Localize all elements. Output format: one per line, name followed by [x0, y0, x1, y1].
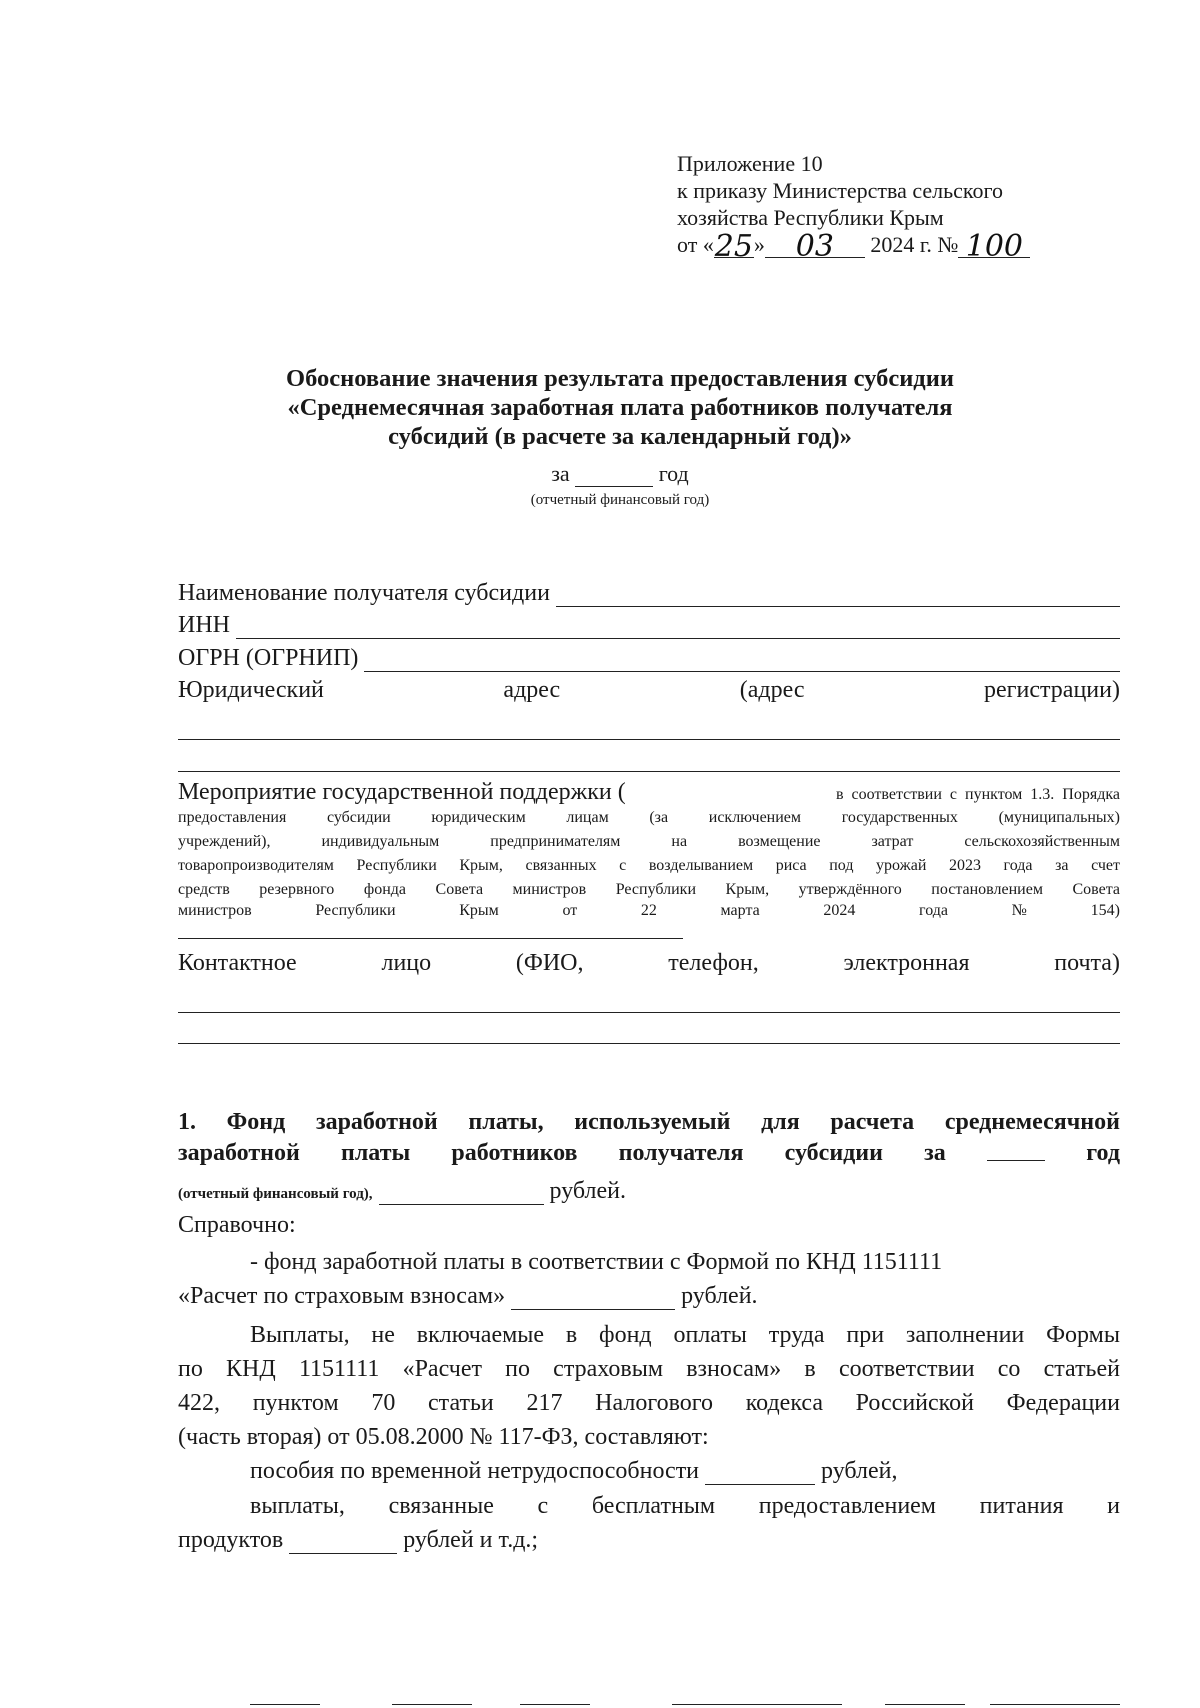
measure-heading-label: Мероприятие государственной поддержки ( [178, 779, 626, 805]
payments-line-1: Выплаты, не включаемые в фонд оплаты труда при заполнении Формы [250, 1322, 1120, 1348]
fund-amount-blank[interactable] [379, 1184, 544, 1205]
title-line-3: субсидий (в расчете за календарный год)» [388, 423, 852, 450]
s1-word: заработной [315, 1109, 438, 1135]
document-title [180, 364, 1060, 451]
s1-word: получателя [618, 1140, 744, 1166]
inn-label: ИНН [178, 612, 230, 638]
measure-word: от [562, 902, 578, 919]
section-1-note: (отчетный финансовый год), [178, 1186, 373, 1202]
recipient-name-label: Наименование получателя субсидии [178, 580, 550, 606]
inn-field [178, 612, 1120, 639]
spravochno-label: Справочно: [178, 1212, 296, 1238]
s1-word: работников [451, 1140, 578, 1166]
section-1-heading [178, 1109, 1120, 1167]
measure-word: марта [720, 902, 760, 919]
s1-word: среднемесячной [944, 1109, 1120, 1135]
measure-word: 2024 [823, 902, 856, 919]
period-god: год [658, 461, 689, 486]
contact-label [178, 950, 1120, 977]
food-word: питания [979, 1493, 1064, 1519]
food-word: выплаты, [250, 1493, 345, 1519]
measure-word: министров [178, 902, 252, 919]
measure-word: Республики [315, 902, 396, 919]
date-quote: » [753, 232, 765, 257]
payments-line-3: 422, пунктом 70 статьи 217 Налогового кодекса Российской Федерации [178, 1390, 1120, 1416]
benefit-amount-blank[interactable] [705, 1464, 815, 1485]
date-year: 2024 г. № [870, 232, 959, 257]
section-1-line-2 [178, 1140, 1120, 1167]
fot-line-2-text: «Расчет по страховым взносам» [178, 1283, 506, 1309]
bottom-rule-fragment [520, 1704, 590, 1705]
bottom-rule-fragment [990, 1704, 1120, 1705]
ogrn-field [178, 645, 1120, 672]
payments-line-2: по КНД 1151111 «Расчет по страховым взносам» в соответствии со статьей [178, 1356, 1120, 1382]
fot-line-2 [178, 1283, 1120, 1310]
payments-line-4: (часть вторая) от 05.08.2000 № 117-ФЗ, составляют: [178, 1424, 709, 1450]
s1-word: платы [341, 1140, 411, 1166]
appendix-line-3: хозяйства Республики Крым [677, 205, 944, 230]
s1-word: платы, [468, 1109, 544, 1135]
measure-word: 22 [640, 902, 657, 919]
fot-line-1: - фонд заработной платы в соответствии с Формой по КНД 1151111 [250, 1249, 943, 1275]
s1-word: год [1086, 1140, 1120, 1166]
measure-line-5: средств резервного фонда Совета министров Республики Крым, утверждённого постановлением Совета [178, 881, 1120, 898]
ogrn-blank[interactable] [364, 651, 1120, 672]
contact-word: (ФИО, [515, 950, 584, 976]
s1-word: за [924, 1140, 946, 1166]
period-subnote: (отчетный финансовый год) [530, 492, 710, 508]
legal-address-label [178, 677, 1120, 704]
measure-line-2: предоставления субсидии юридическим лицам (за исключением государственных (муниципальных) [178, 809, 1120, 826]
period-line [180, 461, 1060, 487]
appendix-date-line [677, 229, 1097, 264]
contact-word: электронная [843, 950, 970, 976]
measure-word: № [1011, 902, 1027, 919]
ogrn-label: ОГРН (ОГРНИП) [178, 645, 359, 671]
benefit-unit: рублей, [821, 1458, 898, 1484]
recipient-name-field [178, 580, 1120, 607]
measure-divider [178, 938, 683, 939]
handwritten-number: 100 [965, 229, 1023, 264]
benefit-line [250, 1458, 1120, 1485]
food-word: связанные [388, 1493, 494, 1519]
section-1-line-3 [178, 1178, 1120, 1205]
date-prefix: от « [677, 232, 714, 257]
section-1-line-1 [178, 1109, 1120, 1136]
legal-address-word: Юридический [178, 677, 324, 703]
legal-address-blank-2[interactable] [178, 771, 1120, 772]
food-word: бесплатным [591, 1493, 716, 1519]
contact-blank-2[interactable] [178, 1043, 1120, 1044]
legal-address-word: (адрес [739, 677, 805, 703]
food-amount-blank[interactable] [289, 1533, 397, 1554]
food-word: предоставлением [758, 1493, 936, 1519]
period-za: за [551, 461, 570, 486]
bottom-rule-fragment [885, 1704, 965, 1705]
legal-address-blank-1[interactable] [178, 739, 1120, 740]
food-line-1 [250, 1493, 1120, 1520]
food-line-2 [178, 1527, 1120, 1554]
section-1-year-blank[interactable] [987, 1140, 1045, 1161]
legal-address-word: регистрации) [984, 677, 1120, 703]
bottom-rule-fragment [672, 1704, 842, 1705]
recipient-name-blank[interactable] [556, 586, 1120, 607]
inn-blank[interactable] [236, 618, 1120, 639]
measure-line-3: учреждений), индивидуальным предпринимателям на возмещение затрат сельскохозяйственным [178, 833, 1120, 850]
handwritten-month: 03 [795, 229, 834, 264]
s1-word: субсидии [784, 1140, 883, 1166]
s1-word: 1. [178, 1109, 196, 1135]
fund-amount-unit: рублей. [549, 1178, 626, 1204]
contact-word: лицо [381, 950, 432, 976]
fot-amount-blank[interactable] [511, 1289, 675, 1310]
legal-address-word: адрес [503, 677, 561, 703]
measure-heading-note: в соответствии с пунктом 1.3. Порядка [835, 786, 1120, 803]
title-line-1: Обоснование значения результата предоставления субсидии [286, 365, 954, 392]
fot-amount-unit: рублей. [681, 1283, 758, 1309]
s1-word: заработной [178, 1140, 300, 1166]
handwritten-day: 25 [714, 229, 753, 264]
measure-line-4: товаропроизводителям Республики Крым, связанных с возделыванием риса под урожай 2023 года за счет [178, 857, 1120, 874]
appendix-block [677, 150, 1097, 264]
contact-word: почта) [1054, 950, 1120, 976]
measure-heading [178, 779, 1120, 806]
s1-word: используемый [574, 1109, 731, 1135]
appendix-title: Приложение 10 [677, 151, 823, 176]
appendix-line-2: к приказу Министерства сельского [677, 178, 1003, 203]
benefit-text: пособия по временной нетрудоспособности [250, 1458, 700, 1484]
measure-word: Крым [459, 902, 499, 919]
measure-word: года [919, 902, 948, 919]
contact-blank-1[interactable] [178, 1012, 1120, 1013]
period-year-blank[interactable] [575, 466, 653, 487]
food-word: с [537, 1493, 549, 1519]
measure-line-6 [178, 902, 1120, 920]
title-line-2: «Среднемесячная заработная плата работников получателя [287, 394, 953, 421]
s1-word: расчета [830, 1109, 915, 1135]
s1-word: для [761, 1109, 800, 1135]
s1-word: Фонд [226, 1109, 286, 1135]
bottom-rule-fragment [392, 1704, 472, 1705]
food-word: и [1107, 1493, 1120, 1519]
food-text: продуктов [178, 1527, 284, 1553]
bottom-rule-fragment [250, 1704, 320, 1705]
contact-word: Контактное [178, 950, 297, 976]
food-unit: рублей и т.д.; [403, 1527, 539, 1553]
measure-word: 154) [1090, 902, 1120, 919]
contact-word: телефон, [668, 950, 759, 976]
